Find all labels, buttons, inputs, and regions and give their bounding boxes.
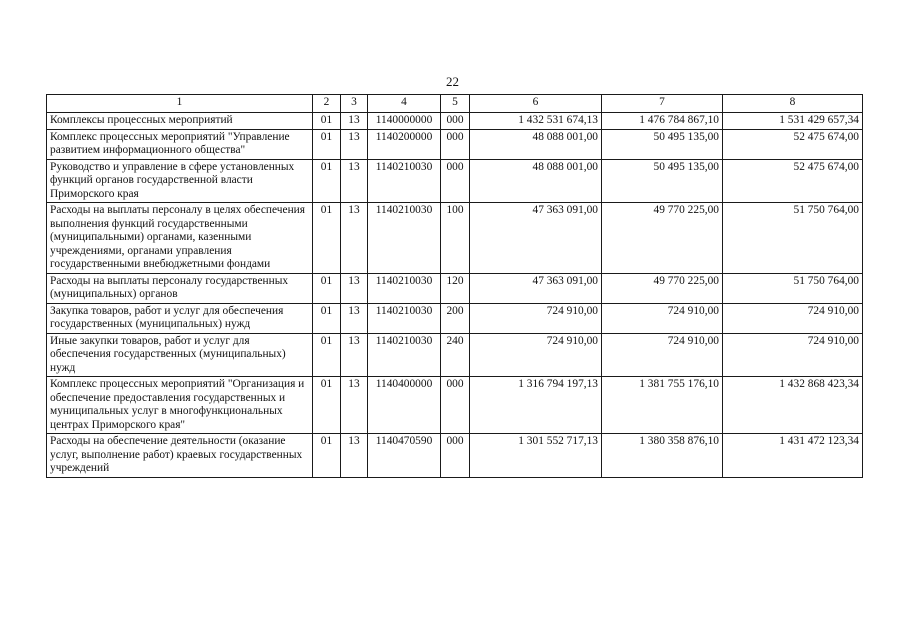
- amount-col-7: 724 910,00: [602, 303, 723, 333]
- row-name: Расходы на выплаты персоналу государственных (муниципальных) органов: [47, 273, 313, 303]
- amount-col-6: 47 363 091,00: [470, 273, 602, 303]
- section-code: 01: [313, 113, 341, 130]
- header-col-2: 2: [313, 95, 341, 113]
- table-row: [47, 303, 863, 333]
- target-article-code: 1140210030: [368, 273, 441, 303]
- row-name: Комплексы процессных мероприятий: [47, 113, 313, 130]
- table-row: [47, 159, 863, 203]
- subsection-code: 13: [341, 113, 368, 130]
- section-code: 01: [313, 303, 341, 333]
- amount-col-6: 1 316 794 197,13: [470, 377, 602, 434]
- header-col-6: 6: [470, 95, 602, 113]
- amount-col-8: 724 910,00: [723, 303, 863, 333]
- amount-col-6: 47 363 091,00: [470, 203, 602, 274]
- amount-col-6: 724 910,00: [470, 333, 602, 377]
- section-code: 01: [313, 333, 341, 377]
- header-col-1: 1: [47, 95, 313, 113]
- target-article-code: 1140210030: [368, 203, 441, 274]
- budget-table: [46, 94, 863, 478]
- table-row: [47, 434, 863, 478]
- amount-col-6: 1 432 531 674,13: [470, 113, 602, 130]
- section-code: 01: [313, 159, 341, 203]
- subsection-code: 13: [341, 377, 368, 434]
- subsection-code: 13: [341, 303, 368, 333]
- amount-col-6: 48 088 001,00: [470, 129, 602, 159]
- table-row: [47, 129, 863, 159]
- row-name: Руководство и управление в сфере установленных функций органов государственной власти Приморского края: [47, 159, 313, 203]
- header-col-4: 4: [368, 95, 441, 113]
- expense-type-code: 100: [441, 203, 470, 274]
- target-article-code: 1140210030: [368, 303, 441, 333]
- header-col-8: 8: [723, 95, 863, 113]
- amount-col-7: 1 380 358 876,10: [602, 434, 723, 478]
- row-name: Комплекс процессных мероприятий "Организация и обеспечение предоставления государственных и муниципальных услуг в многофункциональных центрах Приморского края": [47, 377, 313, 434]
- amount-col-6: 48 088 001,00: [470, 159, 602, 203]
- amount-col-8: 1 531 429 657,34: [723, 113, 863, 130]
- expense-type-code: 000: [441, 377, 470, 434]
- section-code: 01: [313, 273, 341, 303]
- target-article-code: 1140200000: [368, 129, 441, 159]
- table-body: [47, 113, 863, 478]
- row-name: Расходы на выплаты персоналу в целях обеспечения выполнения функций государственными (муниципальными) органами, казенными учреждениями, органами управления государственными внебюджетными фондами: [47, 203, 313, 274]
- amount-col-8: 52 475 674,00: [723, 129, 863, 159]
- amount-col-7: 49 770 225,00: [602, 203, 723, 274]
- header-col-5: 5: [441, 95, 470, 113]
- table-row: [47, 113, 863, 130]
- subsection-code: 13: [341, 159, 368, 203]
- target-article-code: 1140210030: [368, 159, 441, 203]
- header-col-3: 3: [341, 95, 368, 113]
- amount-col-7: 50 495 135,00: [602, 159, 723, 203]
- table-row: [47, 377, 863, 434]
- expense-type-code: 000: [441, 129, 470, 159]
- target-article-code: 1140210030: [368, 333, 441, 377]
- section-code: 01: [313, 203, 341, 274]
- subsection-code: 13: [341, 273, 368, 303]
- expense-type-code: 000: [441, 159, 470, 203]
- target-article-code: 1140400000: [368, 377, 441, 434]
- table-row: [47, 203, 863, 274]
- amount-col-7: 724 910,00: [602, 333, 723, 377]
- amount-col-8: 51 750 764,00: [723, 273, 863, 303]
- section-code: 01: [313, 129, 341, 159]
- subsection-code: 13: [341, 434, 368, 478]
- amount-col-6: 1 301 552 717,13: [470, 434, 602, 478]
- expense-type-code: 000: [441, 434, 470, 478]
- amount-col-7: 1 476 784 867,10: [602, 113, 723, 130]
- row-name: Комплекс процессных мероприятий "Управление развитием информационного общества": [47, 129, 313, 159]
- amount-col-8: 724 910,00: [723, 333, 863, 377]
- row-name: Закупка товаров, работ и услуг для обеспечения государственных (муниципальных) нужд: [47, 303, 313, 333]
- expense-type-code: 000: [441, 113, 470, 130]
- row-name: Иные закупки товаров, работ и услуг для обеспечения государственных (муниципальных) нужд: [47, 333, 313, 377]
- target-article-code: 1140470590: [368, 434, 441, 478]
- amount-col-7: 1 381 755 176,10: [602, 377, 723, 434]
- amount-col-8: 51 750 764,00: [723, 203, 863, 274]
- subsection-code: 13: [341, 203, 368, 274]
- amount-col-7: 49 770 225,00: [602, 273, 723, 303]
- amount-col-8: 1 431 472 123,34: [723, 434, 863, 478]
- amount-col-8: 1 432 868 423,34: [723, 377, 863, 434]
- header-row: [47, 95, 863, 113]
- table-header: [47, 95, 863, 113]
- section-code: 01: [313, 434, 341, 478]
- expense-type-code: 200: [441, 303, 470, 333]
- page-number: 22: [446, 74, 459, 89]
- section-code: 01: [313, 377, 341, 434]
- row-name: Расходы на обеспечение деятельности (оказание услуг, выполнение работ) краевых государственных учреждений: [47, 434, 313, 478]
- amount-col-8: 52 475 674,00: [723, 159, 863, 203]
- header-col-7: 7: [602, 95, 723, 113]
- expense-type-code: 240: [441, 333, 470, 377]
- subsection-code: 13: [341, 129, 368, 159]
- table-row: [47, 273, 863, 303]
- expense-type-code: 120: [441, 273, 470, 303]
- table-row: [47, 333, 863, 377]
- subsection-code: 13: [341, 333, 368, 377]
- amount-col-7: 50 495 135,00: [602, 129, 723, 159]
- target-article-code: 1140000000: [368, 113, 441, 130]
- amount-col-6: 724 910,00: [470, 303, 602, 333]
